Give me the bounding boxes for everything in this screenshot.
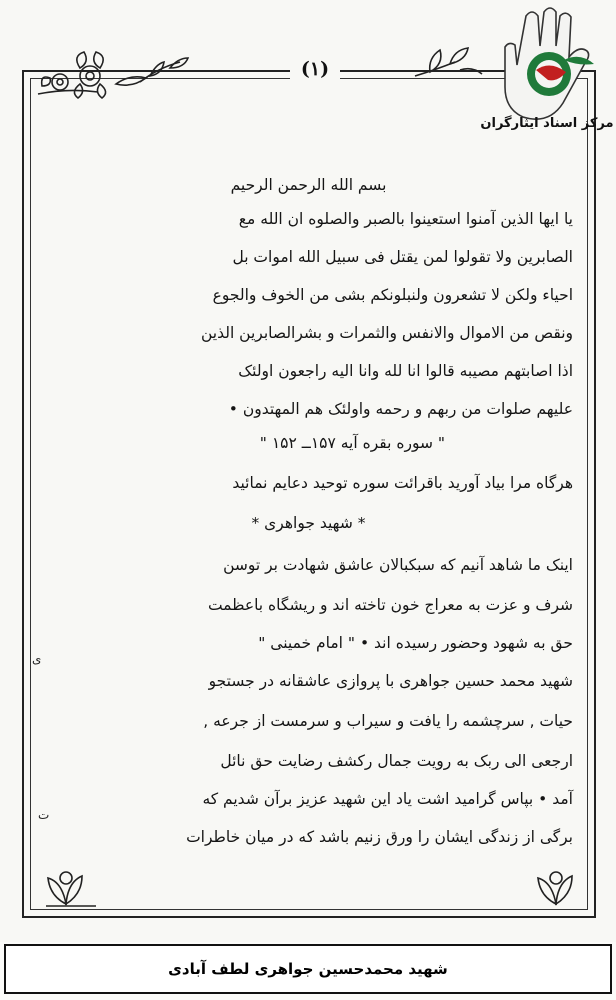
text-line: حق به شهود وحضور رسیده اند • " امام خمینی ": [258, 634, 573, 652]
text-line: ارجعی الی ربک به رویت جمال رکشف رضایت حق نائل: [220, 752, 573, 770]
text-line: الصابرین ولا تقولوا لمن یقتل فی سبیل الله اموات بل: [232, 248, 573, 266]
text-line: آمد • بپاس گرامید اشت یاد این شهید عزیز برآن شدیم که: [202, 790, 573, 808]
text-line: احیاء ولکن لا تشعرون ولنبلونکم بشی من الخوف والجوع: [212, 286, 573, 304]
logo-text: مرکز اسناد ایثارگران: [480, 116, 614, 131]
text-line: اینک ما شاهد آنیم که سبکبالان عاشق شهادت بر توسن: [223, 556, 573, 574]
text-line: یا ایها الذین آمنوا استعینوا بالصبر والصلوه ان الله مع: [238, 210, 573, 228]
text-line: علیهم صلوات من ربهم و رحمه واولئک هم المهتدون •: [228, 400, 573, 418]
flower-ornament-icon: [30, 38, 200, 108]
page-number: (۱): [290, 58, 340, 80]
text-line: اذا اصابتهم مصیبه قالوا انا لله وانا الیه راجعون اولئک: [238, 362, 573, 380]
text-line: برگی از زندگی ایشان را ورق زنیم باشد که در میان خاطرات: [186, 828, 573, 846]
text-line: شهید محمد حسین جواهری با پروازی عاشقانه در جستجو: [208, 672, 573, 690]
text-line: شرف و عزت به معراج خون تاخته اند و ریشگاه باعظمت: [207, 596, 573, 614]
flower-ornament-icon: [36, 858, 106, 910]
leaf-ornament-icon: [410, 40, 490, 90]
verse-reference: " سوره بقره آیه ۱۵۷ــ ۱۵۲ ": [259, 434, 445, 452]
caption-box: [4, 944, 612, 994]
marginal-correction: ت: [38, 808, 50, 822]
marginal-correction: ی: [32, 652, 42, 666]
section-heading: * شهید جواهری *: [251, 514, 366, 532]
document-caption: شهید محمدحسین جواهری لطف آبادی: [168, 960, 448, 978]
bismillah-line: بسم الله الرحمن الرحیم: [230, 176, 387, 194]
flower-ornament-icon: [520, 858, 590, 910]
text-line: هرگاه مرا بیاد آورید باقرائت سوره توحید دعایم نمائید: [232, 474, 573, 492]
text-line: ونقص من الاموال والانفس والثمرات و بشرالصابرین الذین: [200, 324, 573, 342]
text-line: حیات , سرچشمه را یافت و سیراب و سرمست از جرعه ,: [203, 712, 573, 730]
page-border-inner: [30, 78, 588, 910]
